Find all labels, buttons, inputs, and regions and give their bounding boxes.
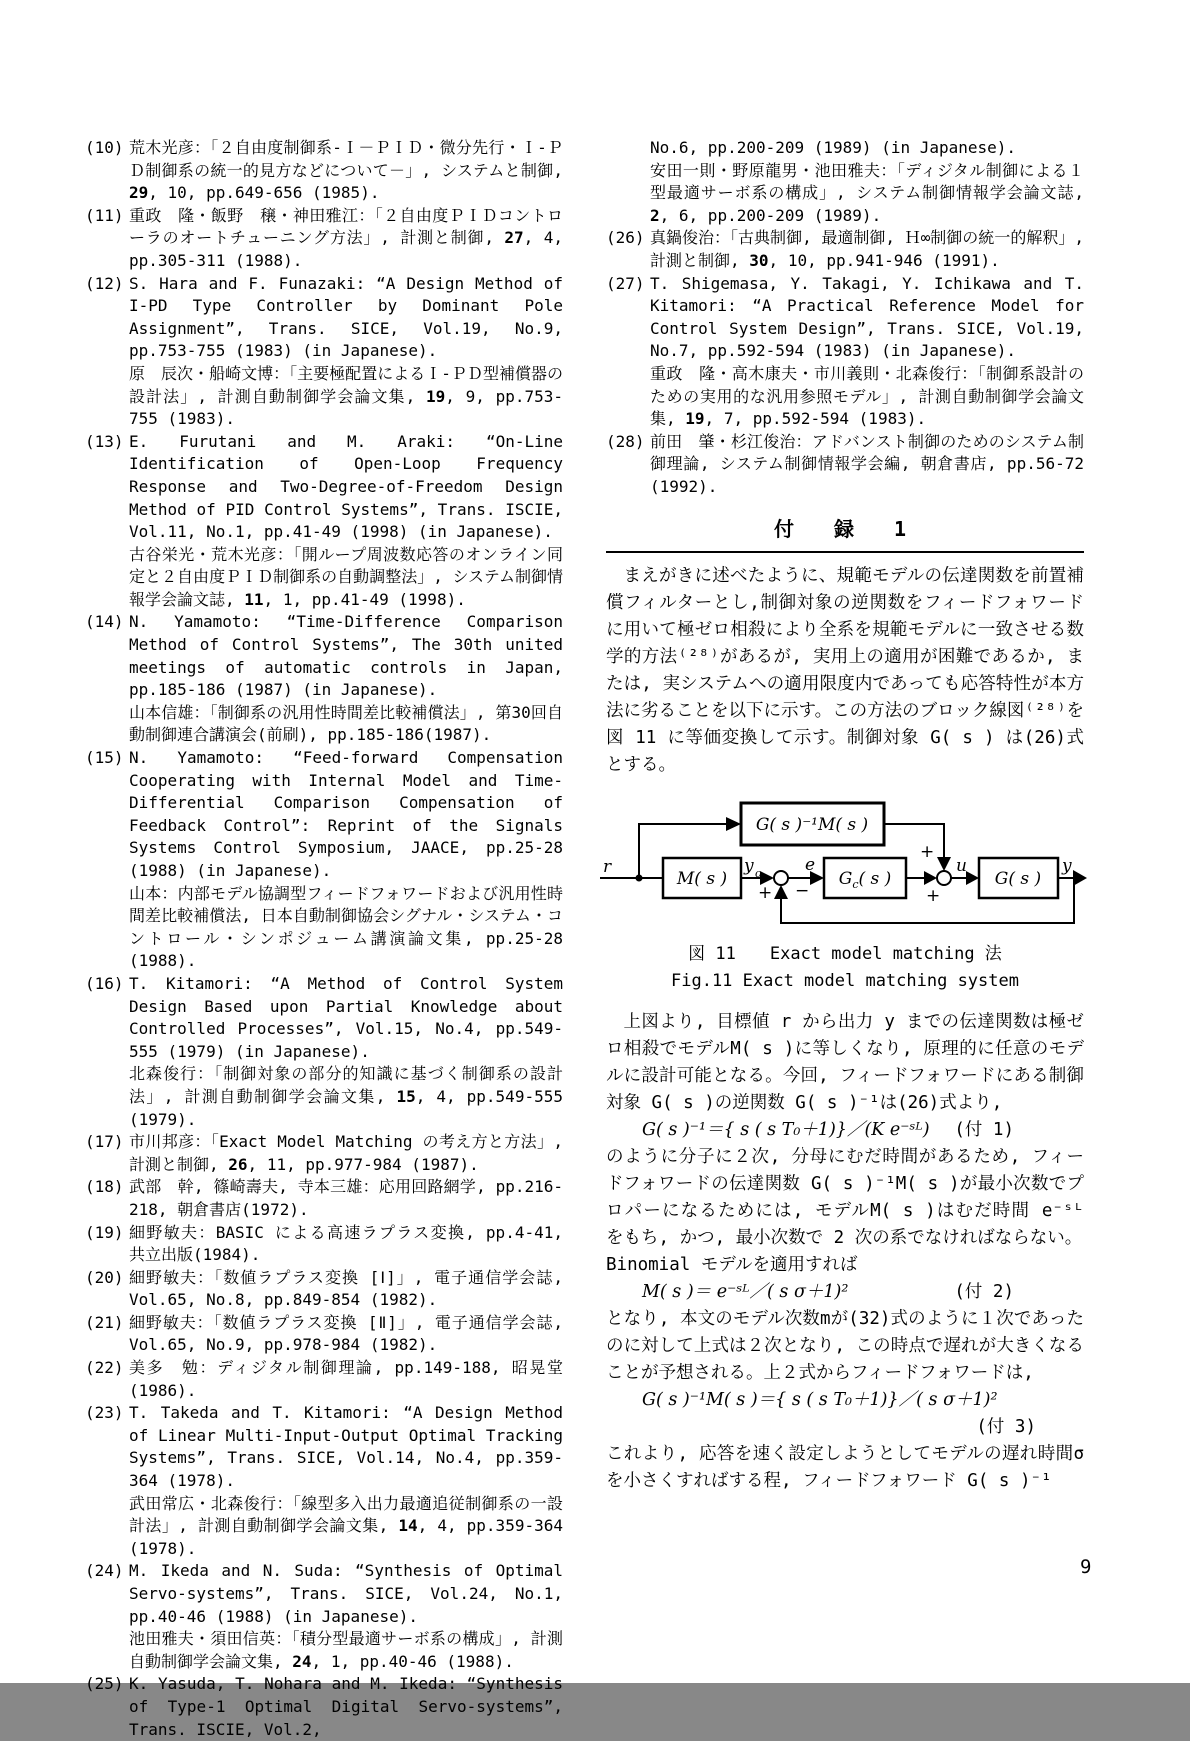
block-diagram-svg xyxy=(598,791,1088,941)
reference-number: (20) xyxy=(85,1267,124,1287)
feedforward-block-label: G( s )⁻¹M( s ) xyxy=(755,814,869,835)
page-number: 9 xyxy=(1080,1556,1092,1578)
reference-body xyxy=(129,1222,563,1267)
reference-paragraph: 美多 勉：ディジタル制御理論, pp.149-188, 昭晃堂(1986). xyxy=(129,1358,563,1400)
reference-item xyxy=(85,1673,563,1741)
reference-body xyxy=(650,273,1084,431)
reference-paragraph: 前田 肇・杉江俊治：アドバンスト制御のためのシステム制御理論, システム制御情報学会編, 朝倉書店, pp.56-72 (1992). xyxy=(650,431,1084,496)
reference-body xyxy=(129,137,563,205)
reference-number: (26) xyxy=(606,228,645,248)
reference-paragraph: 北森俊行：「制御対象の部分的知識に基づく制御系の設計法」, 計測自動制御学会論文集, 15, 4, pp.549-555 (1979). xyxy=(129,1064,563,1129)
reference-number: (18) xyxy=(85,1177,124,1197)
reference-paragraph: No.6, pp.200-209 (1989) (in Japanese). xyxy=(650,138,1017,157)
controller-block-label: $G_c$( s ) xyxy=(838,868,892,891)
sum1-plus-sign: + xyxy=(758,882,773,903)
plant-block-label: G( s ) xyxy=(994,868,1042,889)
reference-paragraph: 細野敏夫：「数値ラプラス変換 [Ⅱ]」, 電子通信学会誌, Vol.65, No.9, pp.978-984 (1982). xyxy=(129,1312,563,1355)
appendix-paragraph-1: まえがきに述べたように、規範モデルの伝達関数を前置補償フィルターとし,制御対象の逆関数をフィードフォワードに用いて極ゼロ相殺により全系を規範モデルに一致させる数学的方法⁽²⁸⁾があるが, 実用上の適用が困難であるか, または, 実システムへの適用限度内であっても応答特性が本方法に劣ることを以下に示す。この方法のブロック線図⁽²⁸⁾を図 11 に等価変換して示す。制御対象 G( s ) は(26)式とする。 xyxy=(606,565,1084,775)
reference-body xyxy=(650,431,1084,499)
reference-paragraph: N. Yamamoto: “Feed-forward Compensation Cooperating with Internal Model and Time- Differential Comparison Compensation of Feedback Control”: Reprint of the Signals Systems Control Symposium, JAACE, pp.25-28 (1988) (in Japanese). xyxy=(129,748,563,880)
reference-item xyxy=(85,611,563,747)
signal-y0-label: y xyxy=(744,855,754,876)
sum-junction-2 xyxy=(937,871,951,885)
signal-u-label: u xyxy=(956,855,967,876)
reference-paragraph: S. Hara and F. Funazaki: “A Design Method of I-PD Type Controller by Dominant Pole Assignment”, Trans. SICE, Vol.19, No.9, pp.753-755 (1983) (in Japanese). xyxy=(129,273,563,361)
reference-body xyxy=(129,1176,563,1221)
arrowhead-into-sum2 xyxy=(924,871,937,885)
reference-item xyxy=(85,1176,563,1221)
reference-item xyxy=(85,1267,563,1312)
reference-body xyxy=(129,1560,563,1673)
left-column xyxy=(85,137,563,1741)
reference-paragraph: 古谷栄光・荒木光彦：「開ループ周波数応答のオンライン同定と２自由度ＰＩＤ制御系の自動調整法」, システム制御情報学会論文誌, 11, 1, pp.41-49 (1998). xyxy=(129,544,563,609)
reference-number xyxy=(606,137,650,227)
reference-item xyxy=(85,1131,563,1176)
equation-2-row xyxy=(606,1279,1084,1306)
reference-paragraph: M. Ikeda and N. Suda: “Synthesis of Optimal Servo-systems”, Trans. SICE, Vol.24, No.1, pp.40-46 (1988) (in Japanese). xyxy=(129,1561,563,1626)
reference-item xyxy=(85,1402,563,1560)
reference-paragraph: N. Yamamoto: “Time-Difference Comparison Method of Control Systems”, The 30th united meetings of automatic controls in Japan, pp.185-186 (1987) (in Japanese). xyxy=(129,612,563,700)
reference-paragraph: 武田常広・北森俊行：「線型多入出力最適追従制御系の一設計法」, 計測自動制御学会論文集, 14, 4, pp.359-364 (1978). xyxy=(129,1493,563,1558)
reference-paragraph: 武部 幹, 篠崎壽夫, 寺本三雄：応用回路網学, pp.216-218, 朝倉書店(1972). xyxy=(129,1177,563,1219)
reference-body xyxy=(129,1267,563,1312)
reference-number: (19) xyxy=(85,1222,124,1242)
signal-y-label: y xyxy=(1062,855,1072,876)
arrowhead-down-into-sum2 xyxy=(937,857,951,871)
reference-paragraph: 山本信雄：「制御系の汎用性時間差比較補償法」, 第30回自動制御連合講演会(前刷), pp.185-186(1987). xyxy=(129,702,563,745)
reference-paragraph: 重政 隆・高木康夫・市川義則・北森俊行：「制御系設計のための実用的な汎用参照モデル」, 計測自動制御学会論文集, 19, 7, pp.592-594 (1983). xyxy=(650,363,1084,429)
reference-paragraph: E. Furutani and M. Araki: “On-Line Identification of Open-Loop Frequency Response and Two-Degree-of-Freedom Design Method of PID Control Systems”, Trans. ISCIE, Vol.11, No.1, pp.41-49 (1998) (in Japanese). xyxy=(129,431,563,542)
reference-number: (21) xyxy=(85,1312,124,1332)
figure-11 xyxy=(603,791,1084,995)
reference-body xyxy=(129,1131,563,1176)
reference-body xyxy=(129,1312,563,1357)
reference-paragraph: 荒木光彦：「２自由度制御系-Ｉ－ＰＩＤ・微分先行・Ｉ-ＰＤ制御系の統一的見方などについて－」, システムと制御, 29, 10, pp.649-656 (1985). xyxy=(129,138,563,203)
reference-item xyxy=(85,747,563,973)
arrowhead-into-plant xyxy=(966,871,979,885)
reference-paragraph: 池田雅夫・須田信英：「積分型最適サーボ系の構成」, 計測自動制御学会論文集, 24, 1, pp.40-46 (1988). xyxy=(129,1629,563,1671)
sum2-plus-sign: + xyxy=(926,885,941,906)
reference-body xyxy=(129,273,563,431)
reference-paragraph: 細野敏夫：BASIC による高速ラプラス変換, pp.4-41, 共立出版(1984). xyxy=(129,1222,563,1265)
appendix-heading: 付 録 1 xyxy=(606,513,1084,553)
reference-number: (24) xyxy=(85,1561,124,1581)
sum-junction-1 xyxy=(774,871,788,885)
figure-caption-jp: 図 11 Exact model matching 法 xyxy=(688,943,1002,964)
reference-body xyxy=(129,1357,563,1402)
sum2-plus-top-sign: + xyxy=(920,841,935,862)
figure-caption-en: Fig.11 Exact model matching system xyxy=(671,970,1019,991)
reference-body xyxy=(129,205,563,273)
reference-number: (22) xyxy=(85,1358,124,1378)
reference-paragraph: T. Takeda and T. Kitamori: “A Design Method of Linear Multi-Input-Output Optimal Tracking Systems”, Trans. SICE, Vol.14, No.4, pp.359-364 (1978). xyxy=(129,1403,563,1491)
feedforward-out-wire xyxy=(884,824,944,859)
reference-item xyxy=(85,1560,563,1673)
reference-paragraph: T. Kitamori: “A Method of Control System Design Based upon Partial Knowledge about Controlled Processes”, Vol.15, No.4, pp.549-555 (1979) (in Japanese). xyxy=(129,973,563,1061)
equation-1-tag: (付 1) xyxy=(954,1119,1014,1140)
reference-body xyxy=(129,973,563,1131)
reference-item xyxy=(606,431,1084,499)
equation-3-tag-row xyxy=(606,1414,1084,1441)
reference-paragraph: 重政 隆・飯野 穣・神田雅江：「２自由度ＰＩＤコントローラのオートチューニング方法」, 計測と制御, 27, 4, pp.305-311 (1988). xyxy=(129,205,564,270)
reference-number: (15) xyxy=(85,748,124,768)
reference-number: (11) xyxy=(85,205,124,225)
reference-item xyxy=(606,227,1084,272)
reference-body xyxy=(129,431,563,612)
reference-item xyxy=(85,431,563,612)
reference-body xyxy=(129,1402,563,1560)
reference-body xyxy=(650,137,1084,227)
appendix-paragraph-2b2: Binomial モデルを適用すれば xyxy=(606,1254,858,1275)
references-right xyxy=(606,137,1084,499)
reference-item xyxy=(606,137,1084,227)
reference-number: (13) xyxy=(85,431,124,451)
signal-r-label: r xyxy=(603,856,612,877)
reference-number: (17) xyxy=(85,1132,124,1152)
arrowhead-into-feedforward xyxy=(726,817,741,831)
equation-2-tag: (付 2) xyxy=(954,1281,1014,1302)
equation-3: G( s )⁻¹M( s )＝{ s ( s T₀＋1)}／( s σ＋1)² xyxy=(642,1389,998,1410)
reference-paragraph: 市川邦彦：「Exact Model Matching の考え方と方法」, 計測と制御, 26, 11, pp.977-984 (1987). xyxy=(129,1132,563,1174)
signal-e-label: e xyxy=(805,854,816,875)
equation-1: G( s )⁻¹＝{ s ( s T₀＋1)}／(K e⁻ˢᴸ) xyxy=(642,1119,930,1140)
reference-number: (27) xyxy=(606,273,645,293)
reference-paragraph: 細野敏夫：「数値ラプラス変換 [Ⅰ]」, 電子通信学会誌, Vol.65, No.8, pp.849-854 (1982). xyxy=(129,1267,563,1310)
equation-1-row xyxy=(606,1117,1084,1144)
reference-body xyxy=(129,747,563,973)
reference-number: (14) xyxy=(85,612,124,632)
output-arrowhead xyxy=(1073,870,1087,886)
reference-item xyxy=(85,273,563,431)
reference-paragraph: 安田一則・野原龍男・池田雅夫：「ディジタル制御による１型最適サーボ系の構成」, システム制御情報学会論文誌, 2, 6, pp.200-209 (1989). xyxy=(650,160,1084,225)
reference-paragraph: 原 辰次・船崎文博：「主要極配置によるＩ-ＰＤ型補償器の設計法」, 計測自動制御学会論文集, 19, 9, pp.753-755 (1983). xyxy=(129,363,563,429)
reference-number: (28) xyxy=(606,431,645,451)
reference-number: (16) xyxy=(85,973,124,993)
reference-number: (25) xyxy=(85,1674,124,1694)
equation-3-tag: (付 3) xyxy=(976,1416,1036,1437)
model-block-label: M( s ) xyxy=(676,868,728,889)
equation-3-row xyxy=(606,1387,1084,1414)
signal-y0-subscript: o xyxy=(755,866,762,880)
reference-body xyxy=(129,611,563,747)
reference-item xyxy=(85,973,563,1131)
arrowhead-up-into-sum1 xyxy=(774,885,788,899)
sum1-minus-sign: − xyxy=(795,880,810,901)
reference-item xyxy=(85,1357,563,1402)
reference-item xyxy=(85,205,563,273)
reference-body xyxy=(129,1673,563,1741)
reference-body xyxy=(650,227,1084,272)
reference-item xyxy=(85,1312,563,1357)
reference-paragraph: T. Shigemasa, Y. Takagi, Y. Ichikawa and T. Kitamori: “A Practical Reference Model for Control System Design”, Trans. SICE, Vol.19, No.7, pp.592-594 (1983) (in Japanese). xyxy=(650,273,1084,361)
appendix-paragraph-2c: となり, 本文のモデル次数mが(32)式のように１次であったのに対して上式は２次となり, この時点で遅れが大きくなることが予想される。上２式からフィードフォワードは, xyxy=(606,1308,1084,1383)
appendix-paragraph-2d: これより, 応答を速く設定しようとしてモデルの遅れ時間σを小さくすればする程, フィードフォワード G( s )⁻¹ xyxy=(606,1443,1084,1491)
reference-number: (12) xyxy=(85,273,124,293)
reference-number: (23) xyxy=(85,1403,124,1423)
reference-paragraph: K. Yasuda, T. Nohara and M. Ikeda: “Synthesis of Type-1 Optimal Digital Servo-systems”, Trans. ISCIE, Vol.2, xyxy=(129,1674,563,1739)
reference-paragraph: 真鍋俊治：「古典制御, 最適制御, Ｈ∞制御の統一的解釈」, 計測と制御, 30, 10, pp.941-946 (1991). xyxy=(650,228,1084,270)
appendix-paragraph-2a: 上図より, 目標値 r から出力 y までの伝達関数は極ゼロ相殺でモデルM( s )に等しくなり, 原理的に任意のモデルに設計可能となる。今回, フィードフォワードにある制御対象 G( s )の逆関数 G( s )⁻¹は(26)式より, xyxy=(606,1011,1084,1113)
reference-number: (10) xyxy=(85,138,124,157)
reference-item xyxy=(85,137,563,205)
appendix-paragraph-2b: のように分子に２次, 分母にむだ時間があるため, フィードフォワードの伝達関数 G( s )⁻¹M( s )が最小次数でプロパーになるためには, モデルM( s )はむだ時間 e⁻ˢᴸ をもち, かつ, 最小次数で 2 次の系でなければならない。 xyxy=(606,1146,1084,1248)
reference-item xyxy=(85,1222,563,1267)
reference-paragraph: 山本：内部モデル協調型フィードフォワードおよび汎用性時間差比較補償法, 日本自動制御協会シグナル・システム・コントロール・シンポジューム講演論文集, pp.25-28 (1988). xyxy=(129,883,563,971)
reference-item xyxy=(606,273,1084,431)
equation-2: M( s )＝ e⁻ˢᴸ／( s σ＋1)² xyxy=(642,1281,849,1302)
right-column xyxy=(603,137,1084,1495)
